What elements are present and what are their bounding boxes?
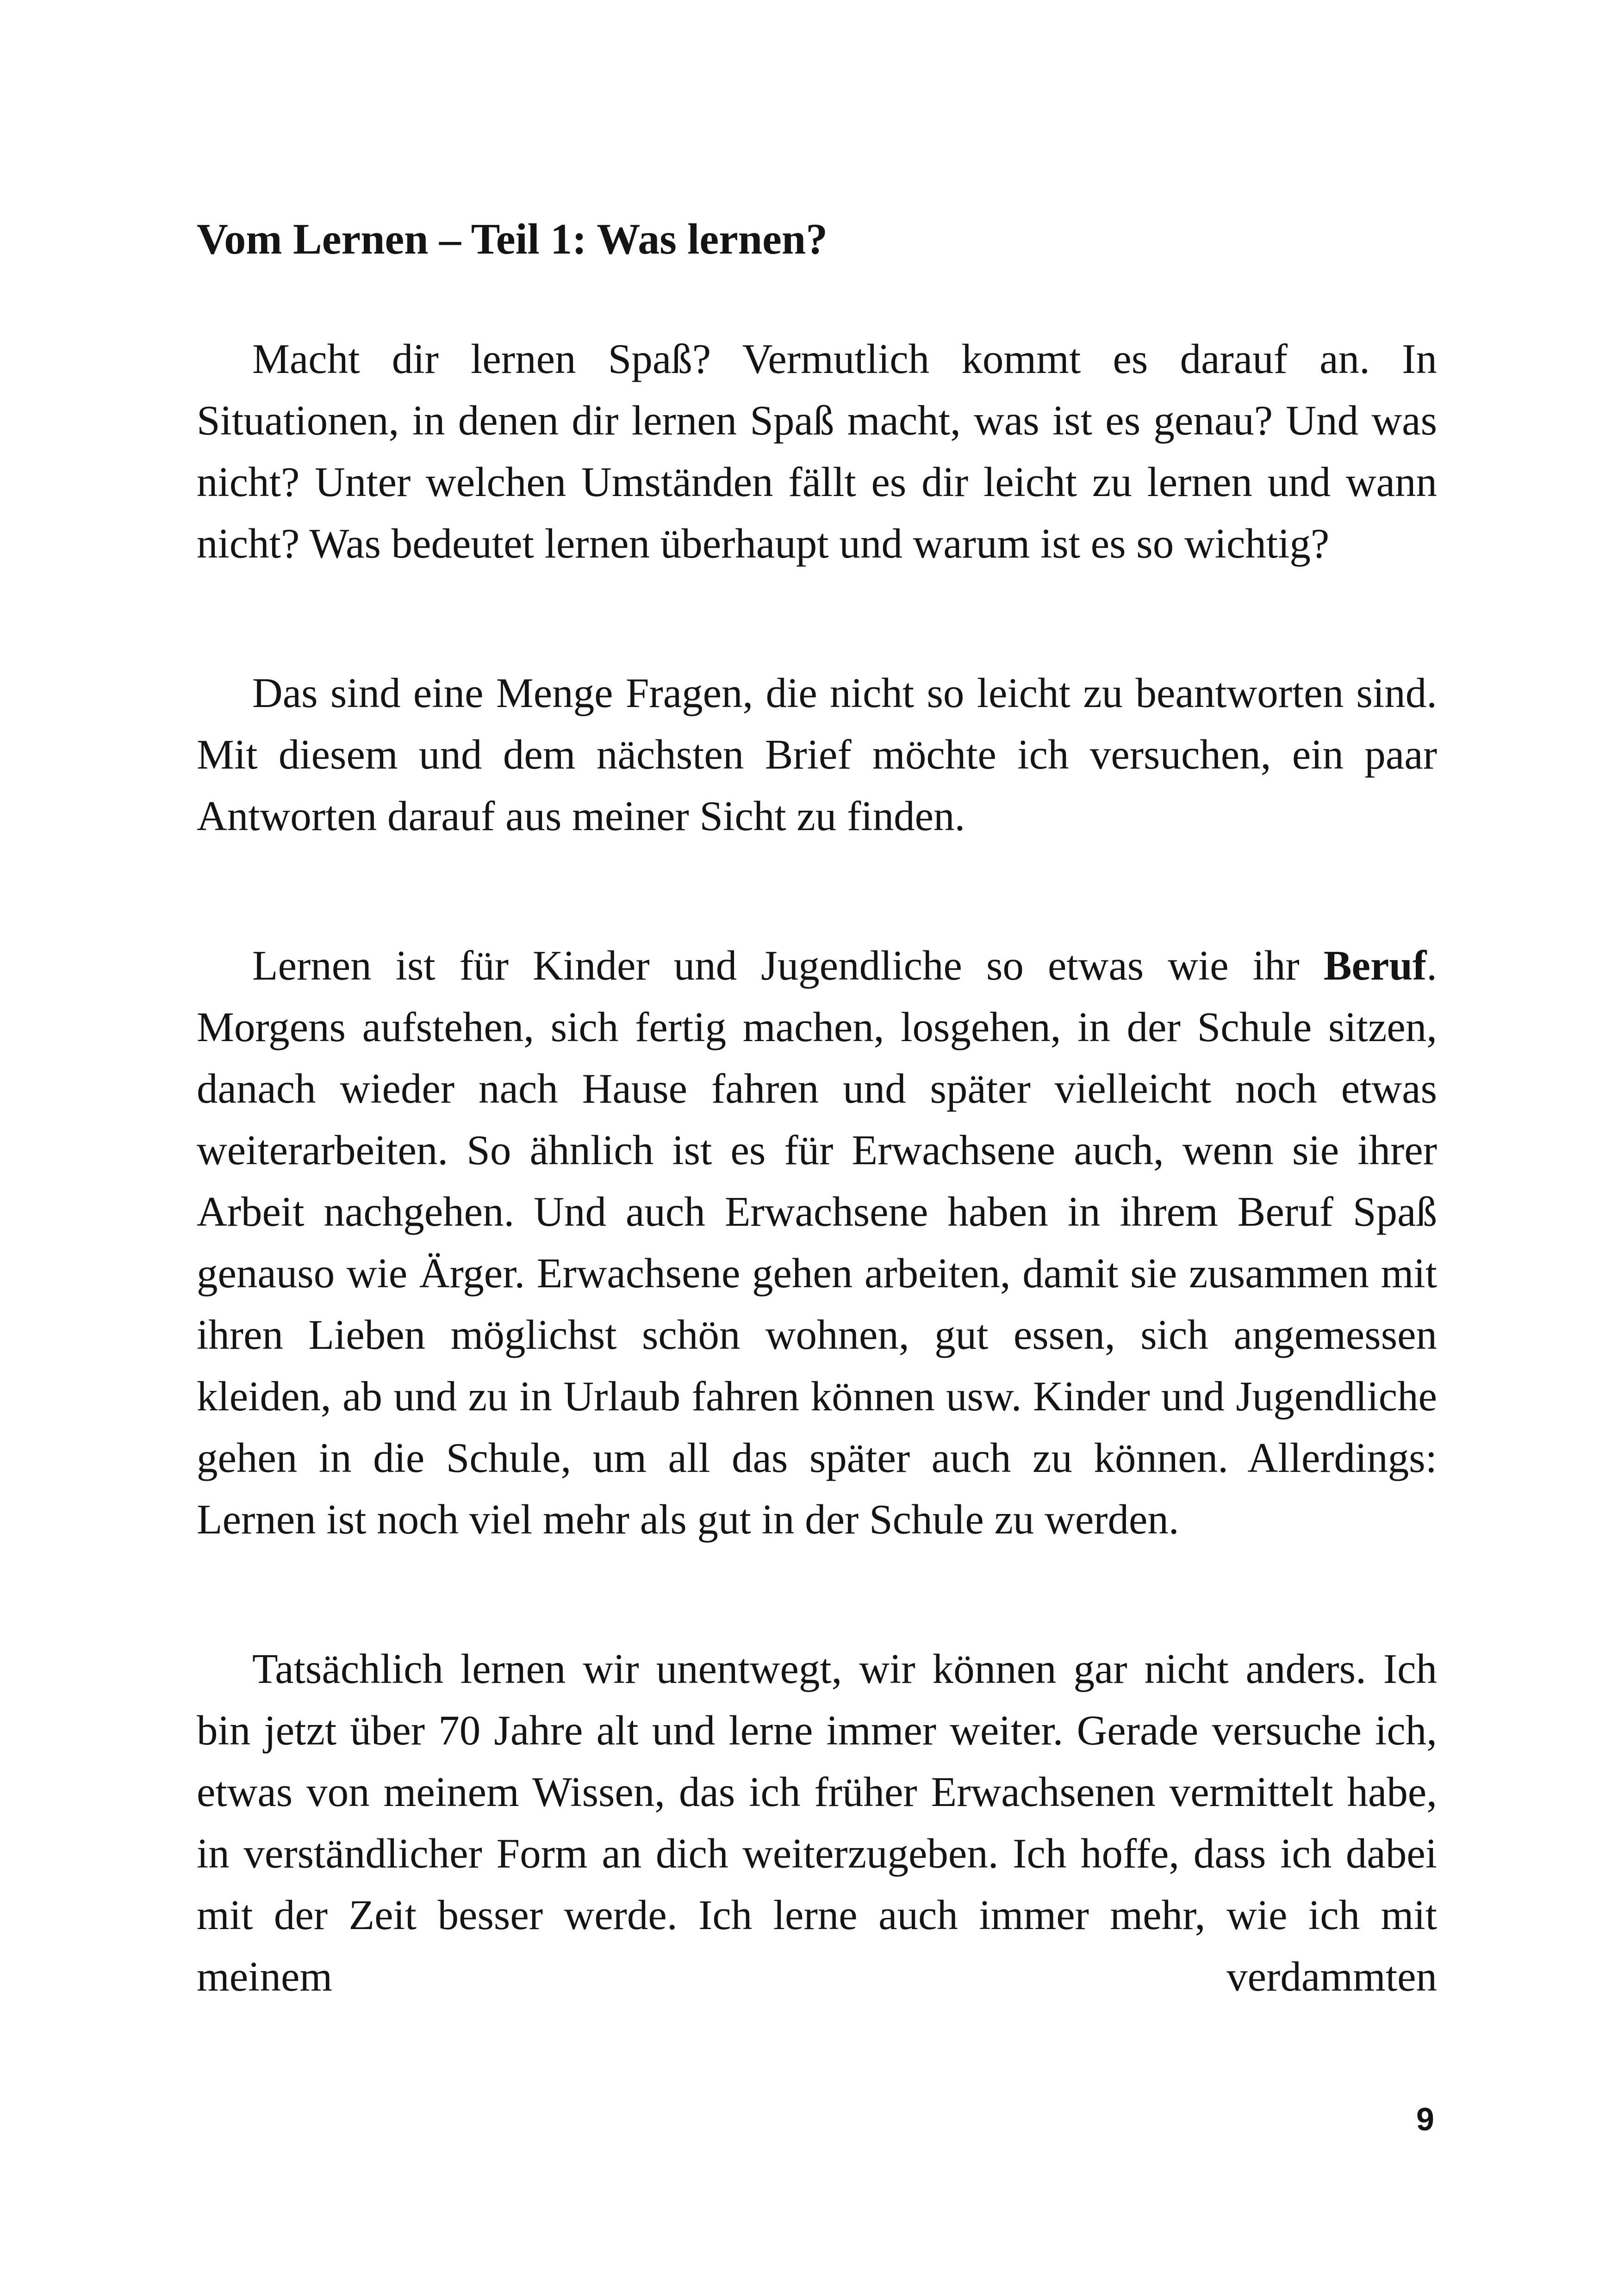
paragraph-4: Tatsächlich lernen wir unentwegt, wir können gar nicht anders. Ich bin jetzt über 70 Jahre alt und lerne immer weiter. Gerade versuche ich, etwas von meinem Wissen, das ich früher Erwachsenen vermittelt habe, in verständlicher Form an dich weiterzugeben. Ich hoffe, dass ich dabei mit der Zeit besser werde. Ich lerne auch immer mehr, wie ich mit meinem verdammten	[197, 1645, 1437, 2000]
paragraph-2: Das sind eine Menge Fragen, die nicht so leicht zu beantworten sind. Mit diesem und dem nächsten Brief möchte ich versuchen, ein paar Antworten darauf aus meiner Sicht zu finden.	[197, 670, 1437, 839]
paragraph-1: Macht dir lernen Spaß? Vermutlich kommt es darauf an. In Situationen, in denen dir lernen Spaß macht, was ist es genau? Und was nicht? Unter welchen Umständen fällt es dir leicht zu lernen und wann nicht? Was bedeutet lernen überhaupt und warum ist es so wichtig?	[197, 335, 1437, 567]
paragraph-3	[197, 935, 1437, 1550]
paragraph-3-text-end: . Morgens aufstehen, sich fertig machen, losgehen, in der Schule sitzen, danach wieder nach Hause fahren und später vielleicht noch etwas weiterarbeiten. So ähnlich ist es für Erwachsene auch, wenn sie ihrer Arbeit nachgehen. Und auch Erwachsene haben in ihrem Beruf Spaß genauso wie Ärger. Erwachsene gehen arbeiten, damit sie zusammen mit ihren Lieben möglichst schön wohnen, gut essen, sich angemessen kleiden, ab und zu in Urlaub fahren können usw. Kinder und Jugendliche gehen in die Schule, um all das später auch zu können. Allerdings: Lernen ist noch viel mehr als gut in der Schule zu werden.	[197, 942, 1437, 1543]
page-number: 9	[1416, 2101, 1434, 2137]
page-content	[197, 209, 1437, 2007]
paragraph-3-bold-word: Beruf	[1323, 942, 1427, 989]
page-title: Vom Lernen – Teil 1: Was lernen?	[197, 215, 828, 263]
paragraph-3-text-start: Lernen ist für Kinder und Jugendliche so etwas wie ihr	[252, 942, 1324, 989]
